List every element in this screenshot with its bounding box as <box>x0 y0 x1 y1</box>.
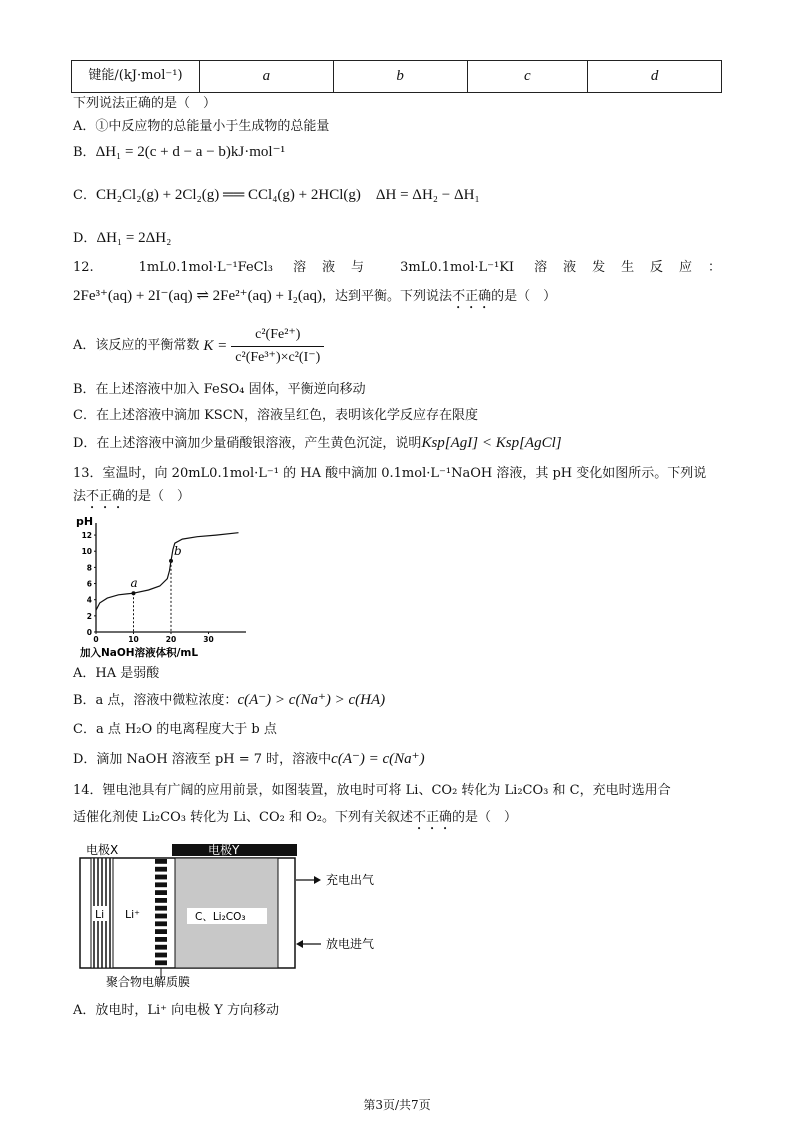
li-label: Li <box>95 908 105 921</box>
q11-stem: 下列说法正确的是（ ） <box>73 96 217 111</box>
table-cell-b: b <box>333 61 467 93</box>
option-label: C． <box>73 188 96 203</box>
ph-curve <box>96 533 239 611</box>
q11-c-expression: CH₂Cl₂(g) + 2Cl₂(g) ══ CCl₄(g) + 2HCl(g) ΔH = ΔH₂ − ΔH₁ <box>95 187 480 203</box>
emphasis-text: 不正确 <box>412 810 452 825</box>
q14-line2-pre: 适催化剂使 Li₂CO₃ 转化为 Li、CO₂ 和 O₂。下列有关叙述 <box>73 810 413 825</box>
q11-b-expression: ΔH₁ = 2(c + d − a − b)kJ·mol⁻¹ <box>95 144 285 160</box>
membrane-block <box>155 929 167 934</box>
q14-line2 <box>73 810 517 833</box>
q12-line2 <box>73 287 556 312</box>
q12-equation: 2Fe³⁺(aq) + 2I⁻(aq) ⇌ 2Fe²⁺(aq) + I₂(aq) <box>73 288 323 304</box>
y-tick-label: 4 <box>86 595 92 605</box>
q12-line2-end: 的是（ ） <box>491 289 557 304</box>
q12-option-b: B．在上述溶液中加入 FeSO₄ 固体，平衡逆向移动 <box>73 382 366 397</box>
equilibrium-constant: K = <box>203 337 228 354</box>
q11-option-d <box>73 229 171 248</box>
data-point-b <box>169 559 173 563</box>
q13-d-text: D．滴加 NaOH 溶液至 pH = 7 时，溶液中 <box>73 752 332 767</box>
q14-line2-end: 的是（ ） <box>451 810 517 825</box>
membrane-block <box>155 914 167 919</box>
x-axis-label: 加入NaOH溶液体积/mL <box>80 647 199 659</box>
table-cell-d: d <box>588 61 722 93</box>
q12-option-a <box>73 323 324 369</box>
emphasis-text: 不正确 <box>452 289 492 304</box>
q11-option-c <box>73 186 480 205</box>
ph-titration-chart <box>74 515 264 660</box>
electrolyte-membrane <box>155 859 167 965</box>
discharge-in-label: 放电进气 <box>326 937 375 951</box>
y-tick-label: 8 <box>86 563 92 573</box>
charge-out-label: 充电出气 <box>326 873 375 887</box>
membrane-label: 聚合物电解质膜 <box>106 975 191 989</box>
q13-option-b <box>73 691 385 710</box>
table-row <box>72 61 722 93</box>
table-cell-c: c <box>467 61 588 93</box>
emphasis-text: 不正确 <box>86 489 126 504</box>
q13-line1: 13．室温时，向 20mL0.1mol·L⁻¹ 的 HA 酸中滴加 0.1mol·L⁻¹NaOH 溶液，其 pH 变化如图所示。下列说 <box>73 466 707 481</box>
option-label: A．该反应的平衡常数 <box>73 337 200 353</box>
q11-option-b <box>73 143 285 162</box>
chart-layer <box>76 515 246 659</box>
q12-line2-text: ，达到平衡。下列说法 <box>322 289 453 304</box>
fraction-denominator: c²(Fe³⁺)×c²(I⁻) <box>235 349 321 365</box>
q12-d-text: D．在上述溶液中滴加少量硝酸银溶液，产生黄色沉淀，说明 <box>73 436 422 451</box>
option-label: D． <box>73 231 97 246</box>
membrane-block <box>155 882 167 887</box>
y-tick-label: 12 <box>81 531 92 541</box>
q13-b-expression: c(A⁻) > c(Na⁺) > c(HA) <box>237 692 386 708</box>
fraction <box>231 326 324 366</box>
q14-line1: 14．锂电池具有广阔的应用前景，如图装置，放电时可将 Li、CO₂ 转化为 Li₂CO₃ 和 C，充电时选用合 <box>73 783 671 798</box>
membrane-block <box>155 937 167 942</box>
option-label: B． <box>73 145 96 160</box>
q13-line2-pre: 法 <box>73 489 87 504</box>
y-tick-label: 6 <box>86 579 92 589</box>
page-footer: 第3页/共7页 <box>363 1098 431 1112</box>
q13-option-d <box>73 750 425 769</box>
table-cell-a: a <box>200 61 334 93</box>
bond-energy-table <box>71 60 722 93</box>
q13-option-c: C．a 点 H₂O 的电离程度大于 b 点 <box>73 722 277 737</box>
fraction-numerator: c²(Fe²⁺) <box>231 326 324 347</box>
q13-line2-end: 的是（ ） <box>125 489 191 504</box>
table-header-cell: 键能/(kJ·mol⁻¹) <box>72 61 200 93</box>
y-tick-label: 2 <box>86 611 92 621</box>
x-tick-label: 30 <box>203 635 214 644</box>
x-tick-label: 10 <box>128 635 139 644</box>
q13-d-expression: c(A⁻) = c(Na⁺) <box>331 751 425 767</box>
q13-b-text: B．a 点，溶液中微粒浓度： <box>73 693 238 708</box>
membrane-block <box>155 898 167 903</box>
membrane-block <box>155 960 167 965</box>
point-label-b: b <box>174 543 182 558</box>
membrane-block <box>155 921 167 926</box>
membrane-block <box>155 867 167 872</box>
electrode-x-label: 电极X <box>86 843 119 857</box>
cathode-label: C、Li₂CO₃ <box>195 911 246 923</box>
li-ion-label: Li⁺ <box>125 908 140 921</box>
q11-d-expression: ΔH₁ = 2ΔH₂ <box>96 230 172 246</box>
q13-line2 <box>73 489 190 512</box>
q14-option-a: A．放电时，Li⁺ 向电极 Y 方向移动 <box>73 1003 280 1018</box>
lithium-battery-diagram <box>70 838 400 990</box>
data-point-a <box>132 591 136 595</box>
y-tick-label: 0 <box>86 628 92 637</box>
q11-option-a: A．①中反应物的总能量小于生成物的总能量 <box>73 119 330 134</box>
y-tick-label: 10 <box>81 547 92 557</box>
q12-line1: 12. 1mL0.1mol·L⁻¹FeCl₃ 溶液与 3mL0.1mol·L⁻¹KI 溶液发生反应： <box>73 260 721 275</box>
arrow-out-icon <box>296 876 321 884</box>
x-tick-label: 20 <box>165 635 177 644</box>
point-label-a: a <box>130 576 138 591</box>
membrane-block <box>155 953 167 958</box>
q12-d-expression: Ksp[AgI] < Ksp[AgCl] <box>421 435 562 451</box>
membrane-block <box>155 890 167 895</box>
membrane-block <box>155 875 167 880</box>
x-tick-label: 0 <box>93 635 99 644</box>
y-axis-label: pH <box>76 515 94 528</box>
membrane-block <box>155 945 167 950</box>
q13-option-a: A．HA 是弱酸 <box>73 666 160 681</box>
membrane-block <box>155 859 167 864</box>
q12-option-d <box>73 434 562 453</box>
q12-option-c: C．在上述溶液中滴加 KSCN，溶液呈红色，表明该化学反应存在限度 <box>73 408 479 423</box>
membrane-block <box>155 906 167 911</box>
electrode-y-label: 电极Y <box>208 843 240 857</box>
arrow-in-icon <box>296 940 321 948</box>
